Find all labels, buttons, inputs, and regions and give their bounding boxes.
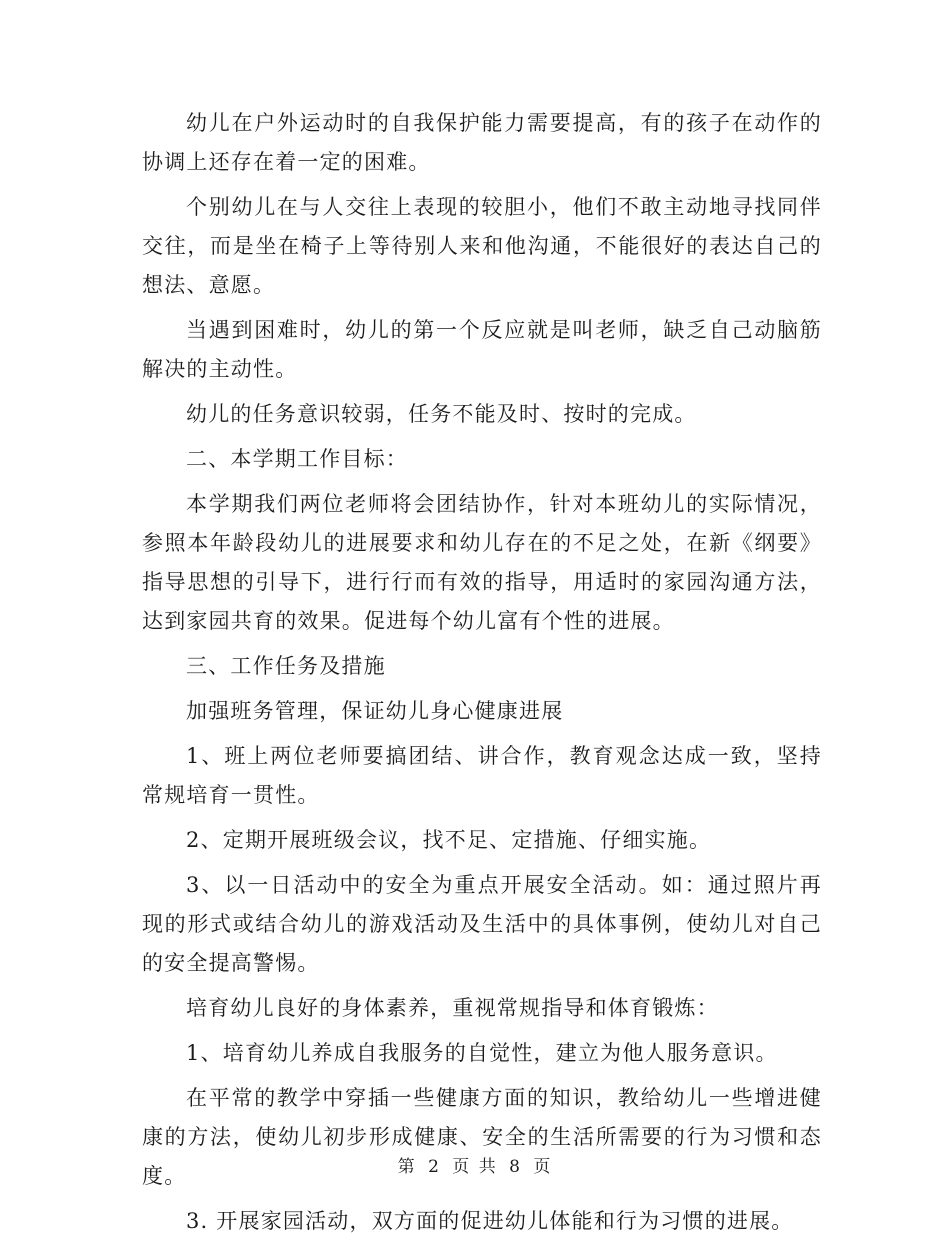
footer-page-number: 2 (428, 1157, 441, 1177)
footer-total-pages: 8 (509, 1157, 522, 1177)
page-footer (0, 1152, 950, 1177)
list-item-4: 1、培育幼儿养成自我服务的自觉性，建立为他人服务意识。 (186, 1041, 778, 1065)
paragraph-4: 幼儿的任务意识较弱，任务不能及时、按时的完成。 (186, 402, 697, 426)
paragraph-3: 当遇到困难时，幼儿的第一个反应就是叫老师，缺乏自己动脑筋解决的主动性。 (142, 318, 822, 381)
list-item-3: 3、以一日活动中的安全为重点开展安全活动。如：通过照片再现的形式或结合幼儿的游戏活动及生活中的具体事例，使幼儿对自己的安全提高警惕。 (142, 873, 822, 975)
list-item-5: 3. 开展家园活动，双方面的促进幼儿体能和行为习惯的进展。 (186, 1209, 794, 1233)
subheading-physical-quality: 培育幼儿良好的身体素养，重视常规指导和体育锻炼： (186, 996, 719, 1020)
section-heading-3: 三、工作任务及措施 (186, 654, 386, 678)
section-heading-2: 二、本学期工作目标： (186, 447, 408, 471)
paragraph-6: 本学期我们两位老师将会团结协作，针对本班幼儿的实际情况，参照本年龄段幼儿的进展要求和幼儿存在的不足之处，在新《纲要》指导思想的引导下，进行行而有效的指导，用适时的家园沟通方法，达到家园共育的效果。促进每个幼儿富有个性的进展。 (142, 492, 822, 633)
paragraph-1: 幼儿在户外运动时的自我保护能力需要提高，有的孩子在动作的协调上还存在着一定的困难。 (142, 111, 822, 174)
paragraph-14: 在平常的教学中穿插一些健康方面的知识，教给幼儿一些增进健康的方法，使幼儿初步形成健康、安全的生活所需要的行为习惯和态度。 (142, 1086, 822, 1188)
paragraph-2: 个别幼儿在与人交往上表现的较胆小，他们不敢主动地寻找同伴交往，而是坐在椅子上等待别人来和他沟通，不能很好的表达自己的想法、意愿。 (142, 195, 822, 297)
footer-middle: 页 共 (452, 1157, 498, 1177)
footer-prefix: 第 (397, 1157, 417, 1177)
subheading-class-management: 加强班务管理，保证幼儿身心健康进展 (186, 699, 564, 723)
list-item-1: 1、班上两位老师要搞团结、讲合作，教育观念达成一致，坚持常规培育一贯性。 (142, 744, 822, 807)
list-item-2: 2、定期开展班级会议，找不足、定措施、仔细实施。 (186, 828, 712, 852)
document-body (142, 104, 822, 1247)
footer-suffix: 页 (533, 1157, 553, 1177)
